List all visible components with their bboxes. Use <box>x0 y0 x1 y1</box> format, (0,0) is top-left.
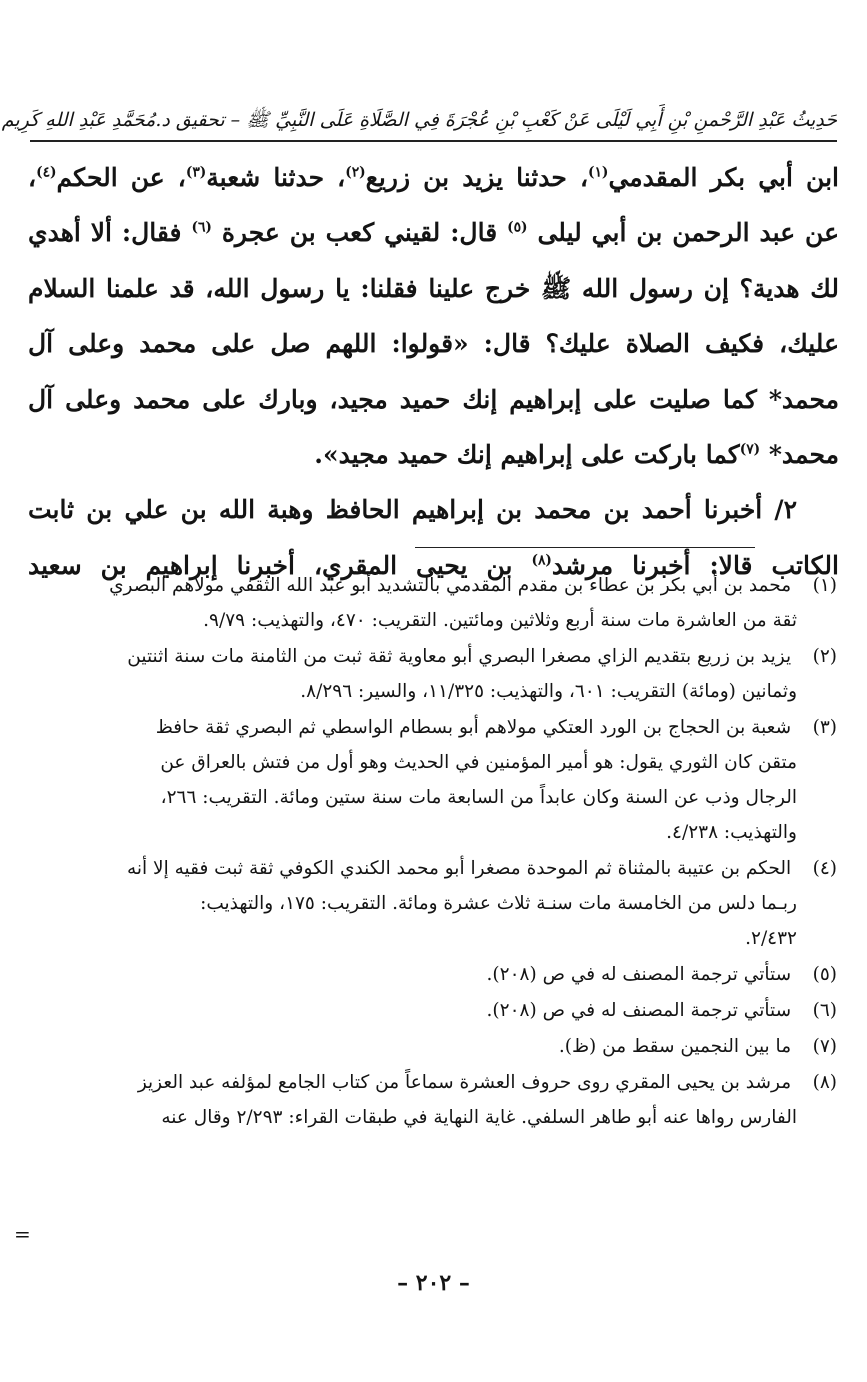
footnote-text: ما بين النجمين سقط من (ظ). <box>558 1036 792 1057</box>
footnote-text: ربـما دلس من الخامسة مات سنـة ثلاث عشرة ومائة. التقريب: ١٧٥، والتهذيب: <box>200 893 797 914</box>
footnote-text: ثقة من العاشرة مات سنة أربع وثلاثين ومائتين. التقريب: ٤٧٠، والتهذيب: ٩/٧٩. <box>203 610 797 631</box>
footnote-2 <box>30 639 837 709</box>
footnote-number: (٧) <box>812 1036 837 1057</box>
main-text <box>28 150 839 593</box>
footnote-8 <box>30 1065 837 1135</box>
footnote-3 <box>30 710 837 850</box>
footnote-ref: (٣) <box>185 164 207 181</box>
footnote-number: (١) <box>812 575 837 596</box>
footnote-text: ٢/٤٣٢. <box>745 928 797 949</box>
footnote-text: ستأتي ترجمة المصنف له في ص (٢٠٨). <box>486 1000 792 1021</box>
footnote-ref: (٥) <box>507 220 528 237</box>
page-number: – ٢٠٢ – <box>397 1270 470 1296</box>
footnote-text: الفارس رواها عنه أبو طاهر السلفي. غاية النهاية في طبقات القراء: ٢/٢٩٣ وقال عنه <box>161 1107 797 1128</box>
hadith-line: ٢/ أخبرنا أحمد بن محمد بن إبراهيم الحافظ وهبة الله بن علي بن ثابت <box>28 495 797 525</box>
footnote-text: والتهذيب: ٤/٢٣٨. <box>666 822 797 843</box>
footnote-text: متقن كان الثوري يقول: هو أمير المؤمنين في الحديث وهو أول من فتش بالعراق عن <box>160 752 797 773</box>
main-line: عليك، فكيف الصلاة عليك؟ قال: «قولوا: اللهم صل على محمد وعلى آل <box>28 329 840 359</box>
footnote-text: وثمانين (ومائة) التقريب: ٦٠١، والتهذيب: ١١/٣٢٥، والسير: ٨/٢٩٦. <box>300 681 797 702</box>
footnote-ref: (٨) <box>531 552 552 569</box>
main-line: محمد* $^{(٧)}$كما باركت على إبراهيم إنك حميد مجيد». <box>314 440 839 470</box>
footnote-number: (٤) <box>812 858 837 879</box>
footnote-1 <box>30 568 837 638</box>
footnote-ref: (١) <box>588 164 609 181</box>
footnote-text: محمد بن أبي بكر بن عطاء بن مقدم المقدمي بالتشديد أبو عبد الله الثقفي مولاهم البصري <box>109 575 792 596</box>
main-line: ابن أبي بكر المقدمي$^{(١)}$، حدثنا يزيد بن زريع$^{(٢)}$، حدثنا شعبة$^{(٣)}$، عن الحكم$^{(٤)}$، <box>28 163 839 192</box>
footnote-5 <box>30 957 837 992</box>
footnote-number: (٥) <box>812 964 837 985</box>
footnote-text: شعبة بن الحجاج بن الورد العتكي مولاهم أبو بسطام الواسطي ثم البصري ثقة حافظ <box>155 717 792 738</box>
footnote-7 <box>30 1029 837 1064</box>
running-header: حَدِيثُ عَبْدِ الرَّحْمنِ بْنِ أَبِي لَيْلَى عَنْ كَعْبِ بْنِ عُجْرَةَ فِي الصَّلَاةِ عَلَى النَّبِيِّ ﷺ – تحقيق د.مُحَمَّدِ عَبْدِ اللهِ كَرِيم <box>1 109 837 131</box>
footnote-4 <box>30 851 837 956</box>
footnote-ref: (٢) <box>345 164 366 181</box>
main-line: لك هدية؟ إن رسول الله ﷺ خرج علينا فقلنا: يا رسول الله، قد علمنا السلام <box>28 273 839 303</box>
main-line: عن عبد الرحمن بن أبي ليلى $^{(٥)}$ قال: لقيني كعب بن عجرة $^{(٦)}$ فقال: ألا أهدي <box>28 218 839 248</box>
footnote-number: (٦) <box>812 1000 837 1021</box>
footnote-6 <box>30 993 837 1028</box>
footnotes <box>30 568 837 1136</box>
footnote-text: الرجال وذب عن السنة وكان عابداً من السابعة مات سنة ستين ومائة. التقريب: ٢٦٦، <box>160 787 797 808</box>
continuation-mark: = <box>14 1222 31 1246</box>
footnote-ref: (٦) <box>191 220 212 237</box>
footnote-ref: (٧) <box>739 441 761 458</box>
footnote-number: (٣) <box>812 717 837 738</box>
footnote-text: مرشد بن يحيى المقري روى حروف العشرة سماعاً من كتاب الجامع لمؤلفه عبد العزيز <box>137 1072 792 1093</box>
footnote-text: الحكم بن عتيبة بالمثناة ثم الموحدة مصغرا أبو محمد الكندي الكوفي ثقة ثبت فقيه إلا أنه <box>126 858 792 879</box>
footnote-ref: (٤) <box>36 164 57 181</box>
footnote-text: يزيد بن زريع بتقديم الزاي مصغرا البصري أبو معاوية ثقة ثبت من الثامنة مات سنة اثنتين <box>127 646 792 667</box>
footnote-rule <box>415 547 755 548</box>
footnote-number: (٢) <box>812 646 837 667</box>
main-line: محمد* كما صليت على إبراهيم إنك حميد مجيد، وبارك على محمد وعلى آل <box>28 384 839 414</box>
footnote-number: (٨) <box>812 1072 837 1093</box>
main-line: الكاتب قالا: أخبرنا مرشد$^{(٨)}$ بن يحيى المقري، أخبرنا إبراهيم بن سعيد <box>28 550 839 580</box>
header-rule <box>30 140 837 142</box>
footnote-text: ستأتي ترجمة المصنف له في ص (٢٠٨). <box>486 964 792 985</box>
